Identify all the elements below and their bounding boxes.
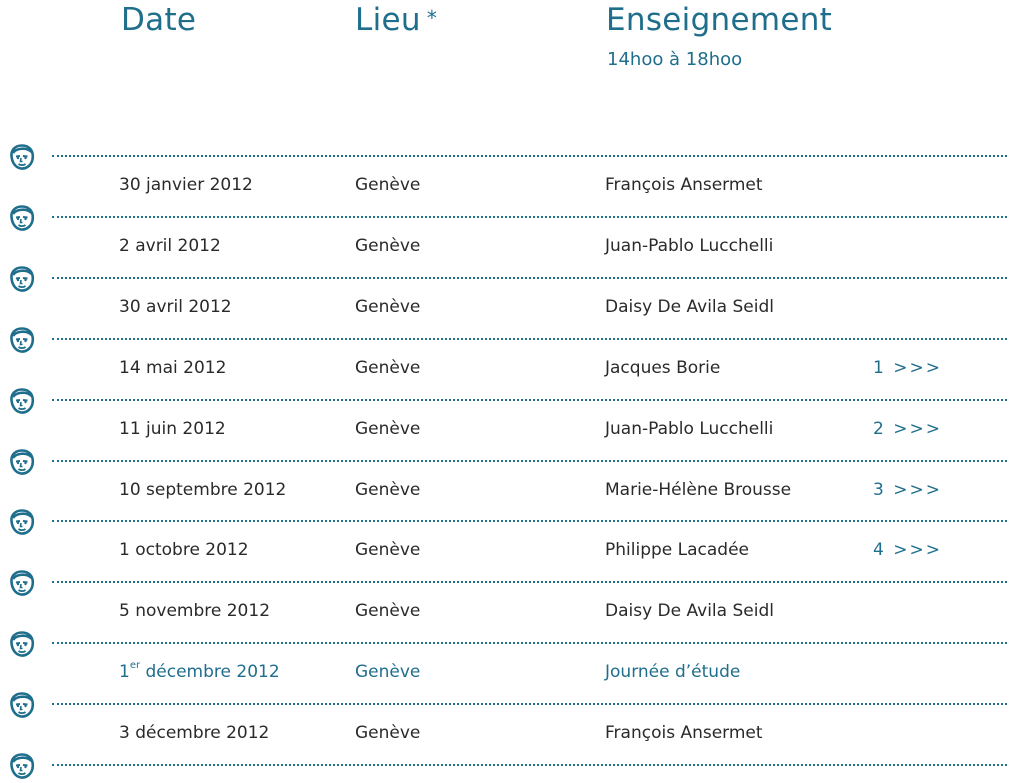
row-lieu: Genève [355, 419, 421, 439]
row-date: 30 avril 2012 [119, 297, 232, 317]
row-lieu: Genève [355, 175, 421, 195]
schedule-row [0, 231, 1016, 261]
schedule-row [0, 170, 1016, 200]
face-icon [9, 388, 35, 414]
face-icon [9, 449, 35, 475]
schedule-row [0, 535, 1016, 565]
row-date: 14 mai 2012 [119, 358, 227, 378]
row-enseignement: Daisy De Avila Seidl [605, 601, 774, 621]
dotted-separator [52, 642, 1007, 644]
column-header-lieu-label: Lieu [355, 2, 421, 38]
face-icon [9, 631, 35, 657]
row-lieu: Genève [355, 723, 421, 743]
dotted-separator [52, 338, 1007, 340]
dotted-separator [52, 399, 1007, 401]
row-date [119, 657, 280, 687]
face-icon [9, 753, 35, 779]
face-icon [9, 509, 35, 535]
row-date: 3 décembre 2012 [119, 723, 270, 743]
row-enseignement: François Ansermet [605, 723, 763, 743]
row-date: 2 avril 2012 [119, 236, 221, 256]
dotted-separator [52, 520, 1007, 522]
row-date: 30 janvier 2012 [119, 175, 253, 195]
row-enseignement: Jacques Borie [605, 358, 721, 378]
column-header-enseignement: Enseignement [606, 2, 833, 38]
schedule-row [0, 596, 1016, 626]
schedule-row [0, 414, 1016, 444]
schedule-row [0, 353, 1016, 383]
row-date-rest: décembre 2012 [140, 662, 280, 682]
face-icon [9, 570, 35, 596]
row-lieu: Genève [355, 662, 421, 682]
more-link[interactable]: 4 >>> [873, 540, 942, 560]
row-lieu: Genève [355, 540, 421, 560]
asterisk-footnote-marker: * [426, 6, 438, 30]
row-date-day: 1 [119, 662, 130, 682]
time-range: 14hoo à 18hoo [607, 49, 743, 70]
column-header-lieu [355, 2, 437, 38]
dotted-separator [52, 460, 1007, 462]
row-lieu: Genève [355, 236, 421, 256]
row-lieu: Genève [355, 480, 421, 500]
face-icon [9, 144, 35, 170]
face-icon [9, 692, 35, 718]
row-enseignement: Juan-Pablo Lucchelli [605, 236, 774, 256]
row-enseignement: François Ansermet [605, 175, 763, 195]
row-date: 1 octobre 2012 [119, 540, 249, 560]
row-enseignement: Daisy De Avila Seidl [605, 297, 774, 317]
face-icon [9, 205, 35, 231]
row-enseignement: Marie-Hélène Brousse [605, 480, 792, 500]
dotted-separator [52, 703, 1007, 705]
more-link[interactable]: 2 >>> [873, 419, 942, 439]
dotted-separator [52, 581, 1007, 583]
dotted-separator [52, 216, 1007, 218]
row-lieu: Genève [355, 358, 421, 378]
row-date-ordinal: er [129, 660, 141, 672]
schedule-row [0, 475, 1016, 505]
dotted-separator [52, 764, 1007, 766]
more-link[interactable]: 3 >>> [873, 480, 942, 500]
row-lieu: Genève [355, 601, 421, 621]
face-icon [9, 266, 35, 292]
row-enseignement: Juan-Pablo Lucchelli [605, 419, 774, 439]
row-enseignement: Philippe Lacadée [605, 540, 750, 560]
dotted-separator [52, 277, 1007, 279]
schedule-row [0, 657, 1016, 687]
schedule-row [0, 292, 1016, 322]
dotted-separator [52, 155, 1007, 157]
row-date: 5 novembre 2012 [119, 601, 271, 621]
face-icon [9, 327, 35, 353]
row-enseignement: Journée d’étude [605, 662, 741, 682]
row-lieu: Genève [355, 297, 421, 317]
row-date: 10 septembre 2012 [119, 480, 287, 500]
row-date: 11 juin 2012 [119, 419, 226, 439]
column-header-date: Date [121, 2, 197, 38]
schedule-row [0, 718, 1016, 748]
more-link[interactable]: 1 >>> [873, 358, 942, 378]
